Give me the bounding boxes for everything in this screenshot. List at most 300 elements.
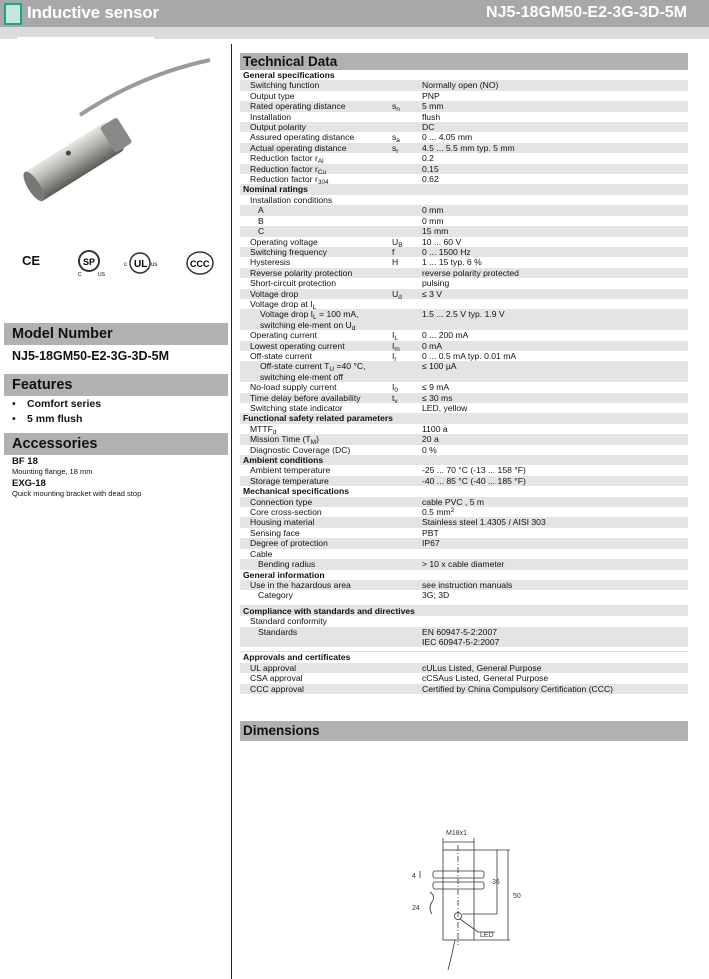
spec-label: [240, 663, 392, 673]
spec-value: [422, 174, 688, 184]
spec-label-text: General information: [243, 569, 325, 580]
spec-section-header: [240, 413, 688, 423]
feature-item: • 5 mm flush: [12, 413, 83, 425]
spec-label: [240, 465, 392, 475]
spec-label: [240, 476, 392, 486]
spec-label: [240, 216, 392, 226]
spec-row: [240, 164, 688, 174]
spec-symbol: [392, 80, 422, 90]
spec-section-header: [240, 486, 688, 496]
accessory-description: Quick mounting bracket with dead stop: [12, 489, 142, 498]
spec-value: [422, 476, 688, 486]
spec-label-text: B: [258, 215, 264, 226]
spec-value: [422, 517, 688, 527]
spec-value: [422, 153, 688, 163]
spec-row: [240, 424, 688, 434]
spec-value-text: ≤ 9 mA: [422, 382, 450, 393]
spec-value: [422, 382, 688, 392]
spec-row: [240, 80, 688, 90]
spec-label: [240, 570, 540, 580]
spec-value-text: ≤ 3 V: [422, 288, 443, 299]
spec-value: [422, 549, 688, 559]
spec-row: [240, 403, 688, 413]
spec-value: [422, 673, 688, 683]
spec-symbol-text: I: [392, 382, 395, 393]
spec-value: [422, 580, 688, 590]
spec-row: [240, 684, 688, 694]
spec-label-text: Bending radius: [258, 559, 316, 570]
accessories-heading: Accessories: [4, 433, 228, 455]
spec-value: [422, 247, 688, 257]
brand-square-icon: [4, 3, 22, 25]
spec-value-text: PBT: [422, 527, 439, 538]
spec-label-text: Use in the hazardous area: [250, 579, 351, 590]
spec-value-text: 3G; 3D: [422, 590, 450, 601]
spec-symbol-text: I: [392, 340, 395, 351]
dimensions-heading: Dimensions: [240, 721, 688, 741]
spec-label-text: Housing material: [250, 517, 315, 528]
spec-symbol: [392, 289, 422, 299]
spec-symbol: [392, 153, 422, 163]
spec-label: [240, 424, 392, 434]
spec-section-header: [240, 651, 688, 662]
spec-label: [240, 340, 395, 351]
spec-label-text: Off-state current: [250, 350, 312, 361]
spec-row: [240, 616, 688, 626]
accessory-description: Mounting flange, 18 mm: [12, 467, 93, 476]
spec-label-text: CSA approval: [250, 673, 303, 684]
spec-label: [240, 350, 395, 361]
spec-value-text: 20 a: [422, 434, 439, 445]
spec-value: [422, 268, 688, 278]
spec-row: [240, 382, 688, 395]
spec-value-text: 0 ... 0.5 mA typ. 0.01 mA: [422, 350, 517, 361]
spec-label-text: Functional safety related parameters: [243, 413, 393, 424]
spec-symbol: [392, 330, 422, 343]
spec-symbol: [392, 257, 422, 267]
ul-logo: [124, 251, 160, 275]
spec-value-text: 0 mm: [422, 215, 444, 226]
spec-label-text: Core cross-section: [250, 507, 322, 518]
spec-row: [240, 476, 688, 486]
spec-value: [422, 616, 688, 626]
features-heading: Features: [4, 374, 228, 396]
spec-value: [422, 278, 688, 288]
spec-row: [240, 351, 688, 361]
spec-label-text: No-load supply current: [250, 382, 337, 393]
spec-row: [240, 538, 688, 548]
spec-row: [240, 205, 688, 215]
spec-label-text: Voltage drop at I: [250, 298, 313, 309]
spec-label: [240, 164, 392, 174]
spec-row: [240, 309, 688, 330]
spec-row: [240, 517, 688, 527]
thread-label: M18x1: [446, 830, 468, 837]
spec-section-header: [240, 70, 688, 80]
spec-row: [240, 528, 688, 538]
spec-symbol-text: I: [392, 350, 395, 361]
spec-label-text: Rated operating distance: [250, 101, 346, 112]
spec-value-text: 5 mm: [422, 101, 444, 112]
spec-symbol-subscript: n: [396, 106, 400, 114]
spec-label-text: Reduction factor r: [250, 153, 318, 164]
spec-symbol: [392, 205, 422, 215]
spec-label: [240, 684, 392, 694]
spec-symbol: [392, 268, 422, 278]
spec-value-superscript: 2: [450, 507, 455, 515]
spec-symbol-text: s: [392, 101, 397, 112]
spec-label: [240, 143, 392, 153]
svg-text:CCC: CCC: [190, 259, 210, 269]
spec-value-text: 0 ... 200 mA: [422, 330, 469, 341]
spec-symbol: [392, 580, 422, 590]
model-number: NJ5-18GM50-E2-3G-3D-5M: [12, 349, 169, 363]
spec-symbol: [392, 497, 422, 507]
spec-value-text: -25 ... 70 °C (-13 ... 158 °F): [422, 465, 526, 476]
spec-label: [240, 80, 392, 90]
spec-symbol: [392, 361, 422, 382]
spec-value: [422, 122, 688, 132]
spec-row: [240, 268, 688, 278]
wrench-size-label: 24: [412, 905, 420, 912]
spec-row: [240, 122, 688, 132]
spec-value-text: 0.2: [422, 153, 434, 164]
spec-symbol: [392, 164, 422, 174]
spec-value-text: ≤ 30 ms: [422, 392, 453, 403]
spec-symbol: [392, 101, 422, 114]
spec-label-text: Reverse polarity protection: [250, 267, 353, 278]
svg-text:c: c: [124, 262, 127, 268]
spec-value: [422, 330, 688, 340]
spec-label: [240, 184, 540, 194]
spec-value-text: 15 mm: [422, 226, 449, 237]
spec-value: [422, 309, 688, 330]
spec-value: [422, 403, 688, 413]
spec-symbol-text: t: [392, 392, 395, 403]
technical-data: [240, 53, 688, 694]
spec-symbol: [392, 112, 422, 122]
ce-logo: CE: [22, 253, 41, 268]
spec-row: [240, 549, 688, 559]
spec-value-text: 1.5 ... 2.5 V typ. 1.9 V: [422, 309, 505, 320]
spec-value-text: Normally open (NO): [422, 80, 499, 91]
spec-value-text: 4.5 ... 5.5 mm typ. 5 mm: [422, 142, 515, 153]
spec-row: [240, 580, 688, 590]
spec-row: [240, 299, 688, 309]
spec-value-text: 0 %: [422, 444, 437, 455]
spec-symbol: [392, 538, 422, 548]
spec-symbol: [392, 559, 422, 569]
spec-value: [422, 143, 688, 153]
spec-symbol: [392, 247, 422, 257]
length-36-label: 36: [492, 879, 500, 886]
product-model: NJ5-18GM50-E2-3G-3D-5M: [486, 4, 687, 21]
spec-label-text: Operating voltage: [250, 236, 318, 247]
svg-text:UL: UL: [134, 259, 148, 270]
spec-label-text: Switching frequency: [250, 246, 327, 257]
spec-section-header: [240, 455, 688, 465]
spec-label: [240, 497, 392, 507]
spec-label: [240, 392, 395, 403]
spec-symbol: [392, 424, 422, 434]
spec-value: [422, 257, 688, 267]
spec-symbol: [392, 627, 422, 648]
spec-symbol-subscript: r: [396, 147, 399, 155]
spec-row: [240, 341, 688, 351]
spec-value-text: ≤ 100 µA: [422, 361, 457, 372]
spec-row: [240, 330, 688, 343]
spec-symbol: [392, 517, 422, 527]
spec-label-text: Switching function: [250, 80, 320, 91]
spec-row: [240, 663, 688, 673]
spec-symbol-text: f: [392, 246, 395, 257]
spec-symbol: [392, 237, 422, 247]
spec-label: [240, 226, 392, 236]
spec-value: [422, 684, 688, 694]
header-strip: [0, 27, 709, 39]
spec-symbol: [392, 195, 422, 205]
header-bar: [0, 0, 709, 27]
spec-value: [422, 497, 688, 507]
spec-label-text: Short-circuit protection: [250, 278, 336, 289]
spec-label-text: Ambient temperature: [250, 465, 331, 476]
spec-symbol-text: H: [392, 257, 399, 268]
spec-symbol: [392, 143, 422, 153]
spec-value: [422, 528, 688, 538]
spec-symbol: [392, 445, 422, 455]
spec-row: [240, 673, 688, 683]
spec-label: [240, 91, 392, 101]
spec-label: [240, 195, 392, 205]
spec-symbol: [392, 528, 422, 538]
csa-logo: [76, 249, 106, 277]
spec-label: [240, 132, 392, 142]
spec-value-text: reverse polarity protected: [422, 267, 519, 278]
nut-height-label: 4: [412, 873, 416, 880]
spec-label: [240, 289, 392, 299]
svg-text:SP: SP: [83, 257, 96, 267]
spec-row: [240, 361, 688, 382]
model-number-heading: Model Number: [4, 323, 228, 345]
spec-symbol: [392, 91, 422, 101]
accessory-name[interactable]: BF 18: [12, 456, 38, 467]
spec-label: [240, 538, 392, 548]
spec-symbol: [392, 616, 422, 626]
spec-label-text: C: [258, 226, 265, 237]
spec-value: [422, 434, 688, 444]
spec-label: [240, 627, 392, 648]
spec-value-text: see instruction manuals: [422, 579, 513, 590]
spec-value-text: 1100 a: [422, 423, 448, 434]
spec-row: [240, 559, 688, 569]
spec-label-text: Mission Time (T: [250, 434, 311, 445]
spec-value-text: Stainless steel 1.4305 / AISI 303: [422, 517, 546, 528]
spec-label-text: =40 °C, switching ele-ment off: [260, 361, 366, 382]
spec-row: [240, 434, 688, 447]
spec-label: [240, 528, 392, 538]
spec-value-text: cULus Listed, General Purpose: [422, 662, 542, 673]
svg-text:us: us: [151, 262, 158, 268]
spec-label-text: Diagnostic Coverage (DC): [250, 444, 351, 455]
spec-value: [422, 627, 688, 648]
ccc-logo: [186, 250, 216, 276]
spec-value: [422, 341, 688, 351]
spec-symbol: [392, 309, 422, 330]
spec-label-text: Switching state indicator: [250, 403, 343, 413]
spec-label: [240, 403, 392, 413]
spec-row: [240, 216, 688, 226]
spec-label-subscript: Cu: [317, 168, 327, 176]
spec-label: [240, 455, 540, 465]
spec-label-subscript: d: [272, 428, 277, 436]
spec-label-text: Mechanical specifications: [243, 486, 350, 497]
spec-symbol-text: U: [392, 236, 399, 247]
spec-value: [422, 351, 688, 361]
spec-label: [240, 257, 392, 267]
spec-row: [240, 91, 688, 101]
spec-symbol-subscript: v: [394, 397, 398, 405]
spec-row: [240, 257, 688, 267]
spec-row: [240, 226, 688, 236]
spec-symbol: [392, 684, 422, 694]
spec-label: [240, 309, 392, 330]
spec-label: [240, 330, 395, 341]
spec-label-text: ): [316, 434, 319, 445]
spec-label-text: Voltage drop I: [260, 309, 314, 320]
spec-row: [240, 289, 688, 299]
spec-row: [240, 132, 688, 145]
spec-label-text: Approvals and certificates: [243, 652, 351, 663]
spec-label: [240, 590, 392, 600]
spec-symbol: [392, 403, 422, 413]
spec-value: [422, 299, 688, 309]
spec-label-text: Category: [258, 590, 293, 601]
spec-label: [240, 299, 392, 309]
spec-row: [240, 393, 688, 403]
spec-row: [240, 497, 688, 507]
spec-value-text: IP67: [422, 538, 440, 549]
spec-symbol-subscript: m: [394, 345, 400, 353]
spec-value-text: cCSAus Listed, General Purpose: [422, 673, 549, 684]
spec-symbol-text: U: [392, 288, 399, 299]
spec-label-subscript: Al: [317, 158, 324, 166]
accessory-name[interactable]: EXG-18: [12, 478, 46, 489]
spec-section-header: [240, 605, 688, 616]
spec-symbol: [392, 549, 422, 559]
spec-label: [240, 153, 392, 166]
spec-symbol-text: I: [392, 330, 395, 341]
spec-value-text: > 10 x cable diameter: [422, 559, 505, 570]
spec-label-text: Degree of protection: [250, 538, 328, 549]
spec-label: [240, 268, 392, 278]
spec-label: [240, 278, 392, 288]
spec-symbol: [392, 382, 422, 395]
spec-value-text: 0 ... 4.05 mm: [422, 132, 473, 143]
led-label: LED: [480, 932, 494, 939]
spec-label-subscript: d: [351, 324, 356, 332]
spec-label: [240, 616, 392, 626]
spec-label-text: Off-state current T: [260, 361, 330, 372]
spec-value: [422, 205, 688, 215]
spec-value: [422, 164, 688, 174]
spec-label: [240, 174, 392, 187]
spec-row: [240, 278, 688, 288]
spec-label-text: Standard conformity: [250, 616, 327, 627]
spec-value-text: 0 mA: [422, 340, 443, 351]
technical-data-heading: Technical Data: [240, 53, 688, 70]
spec-value: [422, 132, 688, 142]
spec-value: [422, 80, 688, 90]
spec-value: [422, 289, 688, 299]
spec-value-text: 0 mm: [422, 205, 444, 216]
spec-label-text: Hysteresis: [250, 257, 291, 268]
spec-label-text: Time delay before availability: [250, 392, 361, 403]
spec-symbol: [392, 476, 422, 486]
spec-value-text: cable PVC , 5 m: [422, 496, 485, 507]
spec-row: [240, 153, 688, 166]
spec-label: [240, 205, 392, 215]
spec-value-text: 1 ... 15 typ. 6 %: [422, 257, 482, 268]
spec-symbol: [392, 174, 422, 184]
spec-label-text: Nominal ratings: [243, 184, 308, 195]
spec-value-text: DC: [422, 122, 435, 133]
spec-value: [422, 465, 688, 475]
spec-label-text: Compliance with standards and directives: [243, 605, 415, 616]
column-divider: [231, 44, 232, 979]
spec-symbol: [392, 216, 422, 226]
spec-label-text: Storage temperature: [250, 475, 329, 486]
spec-value: [422, 361, 688, 382]
spec-label-text: Installation conditions: [250, 194, 333, 205]
spec-value: [422, 445, 688, 455]
spec-row: [240, 101, 688, 114]
spec-symbol-text: s: [392, 132, 397, 143]
spec-value: [422, 424, 688, 434]
spec-label-text: Lowest operating current: [250, 340, 345, 351]
svg-text:C: C: [78, 272, 82, 277]
spec-symbol: [392, 299, 422, 309]
spec-label: [240, 507, 392, 517]
spec-symbol: [392, 590, 422, 600]
spec-symbol-subscript: a: [396, 137, 400, 145]
spec-label-text: Operating current: [250, 330, 317, 341]
spec-value: [422, 590, 688, 600]
spec-label: [240, 361, 392, 382]
spec-row: [240, 112, 688, 122]
spec-value: [422, 112, 688, 122]
spec-label-text: MTTF: [250, 423, 273, 434]
feature-item: • Comfort series: [12, 398, 102, 410]
spec-value-text: Certified by China Compulsory Certification (CCC): [422, 683, 614, 694]
spec-label: [240, 652, 540, 662]
spec-row: [240, 465, 688, 475]
spec-value-text: EN 60947-5-2:2007 IEC 60947-5-2:2007: [422, 626, 500, 647]
spec-symbol: [392, 132, 422, 145]
spec-symbol: [392, 673, 422, 683]
spec-label: [240, 112, 392, 122]
spec-value: [422, 538, 688, 548]
spec-label: [240, 606, 540, 616]
spec-section-header: [240, 570, 688, 580]
spec-label-text: A: [258, 205, 264, 216]
spec-value: [422, 393, 688, 403]
spec-label-text: Reduction factor r: [250, 174, 318, 185]
spec-label-text: UL approval: [250, 662, 297, 673]
spec-symbol: [392, 122, 422, 132]
spec-symbol: [392, 434, 422, 444]
spec-symbol-subscript: 0: [394, 387, 399, 395]
spec-label: [240, 122, 392, 132]
